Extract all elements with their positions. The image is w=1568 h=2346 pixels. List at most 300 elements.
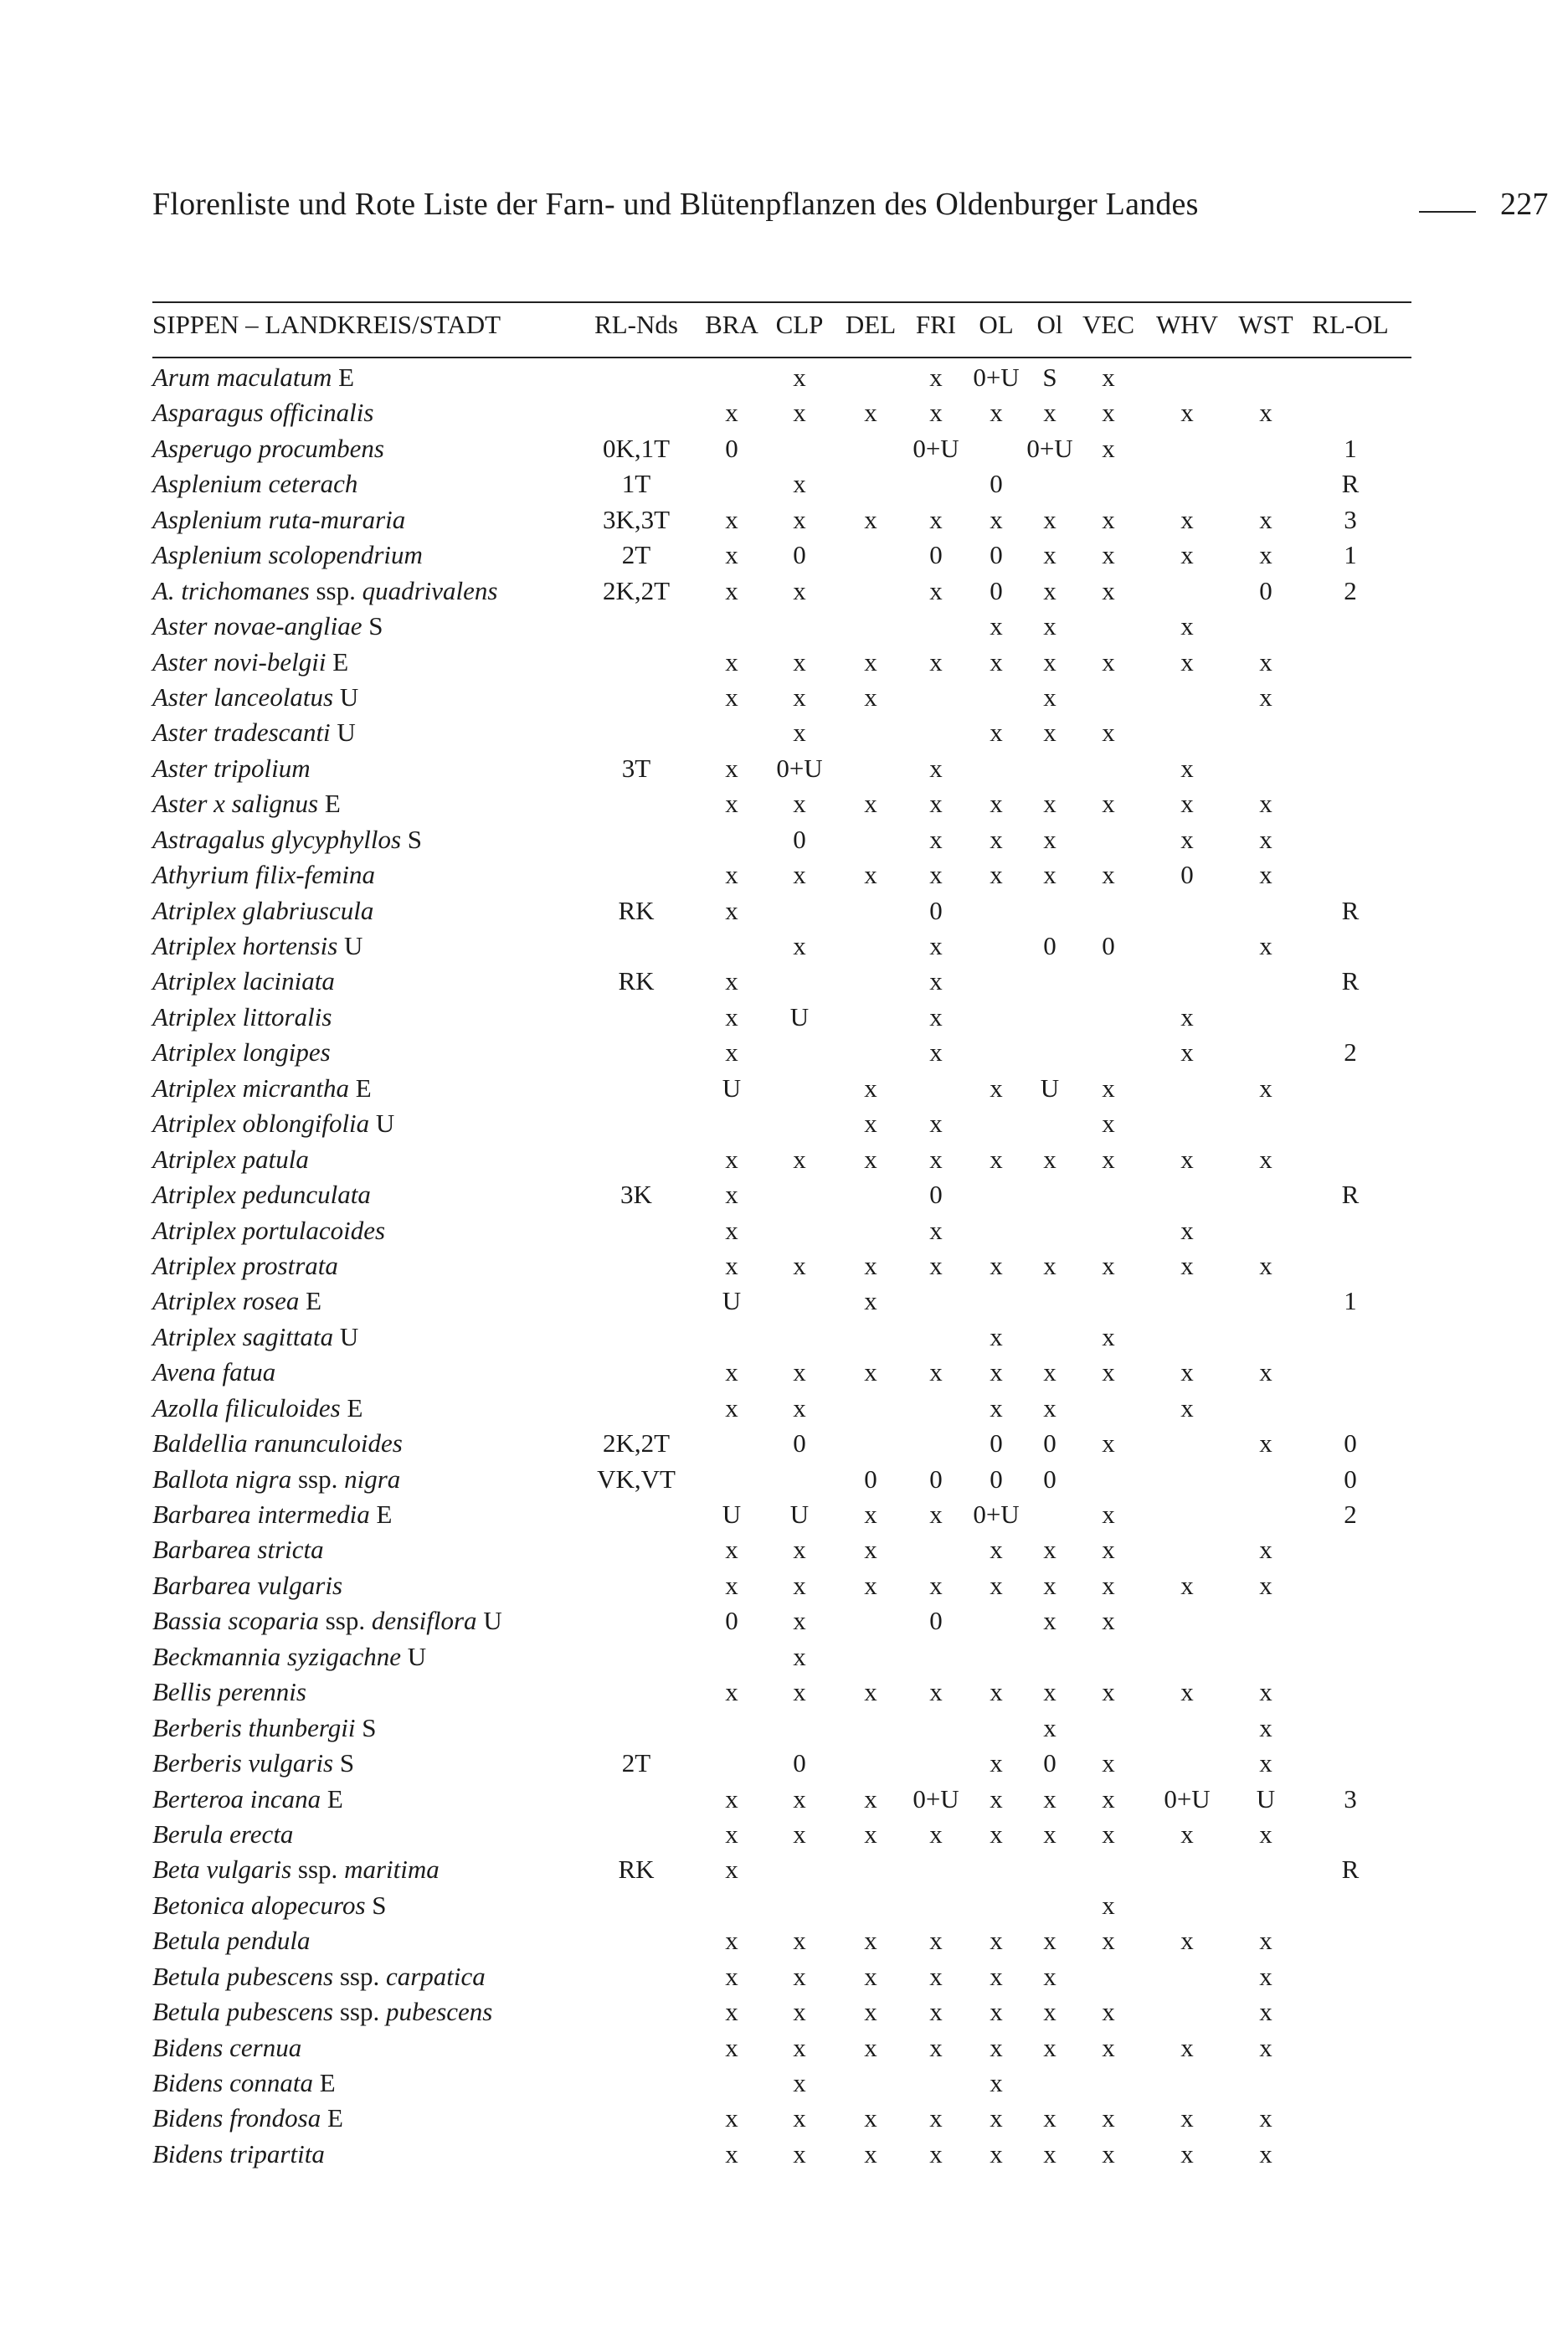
cell-del: x: [864, 1250, 877, 1280]
cell-wst: x: [1259, 1428, 1272, 1459]
cell-bra: x: [725, 2103, 738, 2133]
col-header-sippen: SIPPEN – LANDKREIS/STADT: [152, 310, 501, 339]
species-taxon: Asplenium ceterach: [152, 469, 358, 499]
cell-ol2: x: [1043, 540, 1056, 570]
cell-rl-nds: 2T: [621, 540, 651, 570]
species-name: [152, 1071, 372, 1106]
cell-rl-nds: 3K: [620, 1180, 652, 1210]
species-taxon: Beta vulgaris: [152, 1855, 292, 1885]
species-taxon: Aster novi-belgii: [152, 646, 326, 677]
table-row: [0, 893, 1568, 929]
cell-clp: x: [793, 646, 806, 677]
cell-bra: x: [725, 1819, 738, 1849]
species-name: [152, 574, 497, 609]
status-code: E: [313, 2068, 336, 2097]
cell-clp: x: [793, 860, 806, 890]
species-name: [152, 2030, 301, 2066]
table-row: [0, 2101, 1568, 2136]
cell-vec: x: [1102, 1428, 1115, 1459]
species-taxon: Berula erecta: [152, 1819, 294, 1849]
cell-whv: x: [1180, 1001, 1194, 1032]
cell-whv: x: [1180, 2138, 1194, 2169]
col-header-bra: BRA: [705, 310, 758, 339]
cell-whv: x: [1180, 504, 1194, 534]
cell-fri: x: [929, 398, 943, 428]
status-code: E: [369, 1500, 393, 1529]
species-name: [152, 715, 356, 750]
cell-ol: x: [990, 2032, 1003, 2062]
table-row: [0, 1497, 1568, 1532]
table-row: [0, 2066, 1568, 2101]
cell-fri: x: [929, 2138, 943, 2169]
cell-clp: x: [793, 1250, 806, 1280]
cell-whv: x: [1180, 2032, 1194, 2062]
table-row: [0, 1320, 1568, 1355]
cell-bra: U: [722, 1073, 742, 1103]
cell-fri: x: [929, 824, 943, 854]
status-code: E: [340, 1392, 363, 1423]
cell-fri: x: [929, 789, 943, 819]
cell-rl-ol: 0: [1344, 1428, 1357, 1459]
cell-vec: x: [1102, 1926, 1115, 1956]
cell-wst: x: [1259, 1819, 1272, 1849]
cell-whv: x: [1180, 824, 1194, 854]
rank-marker: ssp.: [291, 1855, 345, 1885]
cell-whv: x: [1180, 1392, 1194, 1423]
table-row: [0, 1213, 1568, 1248]
cell-del: x: [864, 1961, 877, 1991]
cell-rl-nds: 3K,3T: [602, 504, 671, 534]
cell-vec: x: [1102, 1570, 1115, 1600]
table-row: [0, 1248, 1568, 1284]
species-name: [152, 1426, 403, 1461]
species-name: [152, 1532, 324, 1567]
cell-bra: x: [725, 2138, 738, 2169]
cell-del: x: [864, 1819, 877, 1849]
cell-bra: x: [725, 1392, 738, 1423]
species-name: [152, 1639, 426, 1675]
cell-bra: x: [725, 1677, 738, 1707]
cell-del: x: [864, 646, 877, 677]
cell-ol2: x: [1043, 1606, 1056, 1636]
cell-ol2: x: [1043, 1783, 1056, 1814]
cell-vec: x: [1102, 1500, 1115, 1529]
cell-del: 0: [864, 1464, 877, 1494]
cell-rl-ol: R: [1341, 895, 1360, 925]
table-row: [0, 680, 1568, 715]
table-row: [0, 1177, 1568, 1212]
cell-bra: x: [725, 1357, 738, 1387]
species-taxon: Bidens cernua: [152, 2032, 302, 2062]
cell-clp: x: [793, 2032, 806, 2062]
cell-del: x: [864, 1535, 877, 1565]
species-taxon: Bassia scoparia: [152, 1606, 319, 1636]
cell-wst: x: [1259, 540, 1272, 570]
col-header-wst: WST: [1238, 310, 1293, 339]
species-name: [152, 1213, 385, 1248]
table-row: [0, 1888, 1568, 1923]
cell-clp: x: [793, 789, 806, 819]
cell-ol: 0: [990, 1428, 1003, 1459]
species-name: [152, 1923, 311, 1958]
cell-wst: x: [1259, 1997, 1272, 2027]
cell-ol: x: [990, 646, 1003, 677]
cell-wst: x: [1259, 1073, 1272, 1103]
cell-bra: x: [725, 1535, 738, 1565]
infraspecific-epithet: maritima: [344, 1855, 440, 1885]
cell-bra: x: [725, 682, 738, 712]
species-name: [152, 929, 362, 964]
status-code: E: [332, 363, 355, 392]
cell-fri: x: [929, 1926, 943, 1956]
cell-bra: 0: [725, 433, 738, 463]
species-taxon: Betula pubescens: [152, 1997, 334, 2027]
table-row: [0, 466, 1568, 502]
cell-wst: x: [1259, 398, 1272, 428]
cell-whv: 0+U: [1164, 1783, 1211, 1814]
cell-whv: x: [1180, 611, 1194, 641]
cell-whv: x: [1180, 1144, 1194, 1174]
cell-vec: x: [1102, 2138, 1115, 2169]
cell-ol: x: [990, 2138, 1003, 2169]
cell-bra: x: [725, 966, 738, 996]
cell-clp: x: [793, 363, 806, 392]
cell-fri: 0+U: [913, 433, 959, 463]
cell-clp: x: [793, 1570, 806, 1600]
cell-ol: x: [990, 1819, 1003, 1849]
cell-vec: x: [1102, 718, 1115, 748]
cell-clp: x: [793, 1926, 806, 1956]
cell-del: x: [864, 1109, 877, 1139]
cell-ol: x: [990, 1783, 1003, 1814]
col-header-rl-nds: RL-Nds: [594, 310, 678, 339]
cell-rl-nds: 2K,2T: [602, 1428, 671, 1459]
species-taxon: Barbarea vulgaris: [152, 1570, 343, 1600]
species-taxon: Atriplex micrantha: [152, 1073, 350, 1103]
cell-ol: 0: [990, 575, 1003, 605]
cell-wst: x: [1259, 789, 1272, 819]
species-taxon: Atriplex glabriuscula: [152, 895, 374, 925]
table-row: [0, 1106, 1568, 1141]
status-code: S: [365, 1890, 387, 1920]
species-name: [152, 395, 373, 430]
table-row: [0, 645, 1568, 680]
cell-del: x: [864, 1997, 877, 2027]
species-taxon: Berteroa incana: [152, 1783, 321, 1814]
cell-bra: x: [725, 1997, 738, 2027]
cell-ol: x: [990, 611, 1003, 641]
cell-vec: x: [1102, 1783, 1115, 1814]
col-header-del: DEL: [845, 310, 897, 339]
cell-fri: x: [929, 575, 943, 605]
cell-vec: x: [1102, 433, 1115, 463]
cell-bra: x: [725, 504, 738, 534]
species-name: [152, 1817, 293, 1852]
table-header-rule: [152, 357, 1411, 358]
table-row: [0, 1071, 1568, 1106]
cell-ol2: S: [1042, 363, 1057, 392]
cell-vec: x: [1102, 363, 1115, 392]
cell-whv: x: [1180, 1357, 1194, 1387]
status-code: U: [333, 682, 359, 712]
cell-rl-ol: 1: [1344, 433, 1357, 463]
status-code: U: [400, 1641, 427, 1671]
species-name: [152, 360, 354, 395]
cell-whv: x: [1180, 1570, 1194, 1600]
species-name: [152, 1320, 358, 1355]
species-name: [152, 1284, 321, 1319]
species-name: [152, 1000, 332, 1035]
rank-marker: ssp.: [291, 1464, 345, 1494]
table-row: [0, 715, 1568, 750]
cell-ol2: x: [1043, 1819, 1056, 1849]
species-name: [152, 1497, 392, 1532]
cell-bra: x: [725, 1215, 738, 1245]
cell-wst: x: [1259, 1144, 1272, 1174]
cell-fri: x: [929, 1570, 943, 1600]
cell-whv: x: [1180, 398, 1194, 428]
cell-rl-ol: 2: [1344, 1500, 1357, 1529]
cell-clp: x: [793, 398, 806, 428]
cell-fri: 0: [929, 1464, 943, 1494]
species-name: [152, 680, 358, 715]
species-name: [152, 1888, 387, 1923]
cell-bra: x: [725, 753, 738, 783]
species-name: [152, 786, 341, 821]
species-taxon: Atriplex patula: [152, 1144, 309, 1174]
species-name: [152, 1248, 338, 1284]
cell-clp: x: [793, 1783, 806, 1814]
cell-del: x: [864, 1500, 877, 1529]
cell-ol2: 0: [1043, 1464, 1056, 1494]
cell-fri: x: [929, 1001, 943, 1032]
species-taxon: Atriplex portulacoides: [152, 1215, 386, 1245]
cell-ol: x: [990, 1926, 1003, 1956]
cell-bra: x: [725, 1250, 738, 1280]
table-row: [0, 2030, 1568, 2066]
cell-vec: x: [1102, 504, 1115, 534]
status-code: S: [355, 1712, 377, 1742]
cell-ol2: x: [1043, 1357, 1056, 1387]
cell-del: x: [864, 504, 877, 534]
cell-ol2: x: [1043, 2032, 1056, 2062]
cell-ol2: x: [1043, 611, 1056, 641]
species-taxon: Asplenium scolopendrium: [152, 540, 423, 570]
cell-clp: x: [793, 1677, 806, 1707]
cell-wst: x: [1259, 646, 1272, 677]
cell-bra: U: [722, 1286, 742, 1316]
table-row: [0, 1284, 1568, 1319]
species-name: [152, 857, 375, 893]
cell-whv: x: [1180, 789, 1194, 819]
cell-bra: x: [725, 1961, 738, 1991]
cell-vec: x: [1102, 1109, 1115, 1139]
table-header: [0, 310, 1568, 352]
cell-whv: x: [1180, 1819, 1194, 1849]
table-row: [0, 1603, 1568, 1639]
rank-marker: ssp.: [318, 1606, 372, 1636]
cell-ol2: x: [1043, 1677, 1056, 1707]
cell-ol: x: [990, 1961, 1003, 1991]
table-row: [0, 1817, 1568, 1852]
cell-wst: x: [1259, 860, 1272, 890]
species-name: [152, 964, 335, 999]
status-code: E: [318, 789, 341, 819]
species-taxon: Bidens connata: [152, 2068, 313, 2097]
table-row: [0, 1532, 1568, 1567]
cell-clp: x: [793, 504, 806, 534]
cell-fri: x: [929, 1109, 943, 1139]
cell-ol2: x: [1043, 504, 1056, 534]
cell-whv: x: [1180, 1215, 1194, 1245]
species-taxon: Barbarea intermedia: [152, 1500, 370, 1529]
cell-ol2: U: [1040, 1073, 1060, 1103]
cell-bra: x: [725, 646, 738, 677]
species-name: [152, 751, 311, 786]
cell-bra: x: [725, 540, 738, 570]
cell-bra: x: [725, 895, 738, 925]
cell-del: x: [864, 682, 877, 712]
cell-clp: x: [793, 469, 806, 499]
species-name: [152, 466, 357, 502]
species-name: [152, 1675, 306, 1710]
cell-bra: x: [725, 398, 738, 428]
cell-rl-ol: R: [1341, 966, 1360, 996]
running-title: Florenliste und Rote Liste der Farn- und Blütenpflanzen des Oldenburger Landes: [152, 187, 1199, 222]
table-row: [0, 857, 1568, 893]
cell-bra: x: [725, 1783, 738, 1814]
table-row: [0, 395, 1568, 430]
cell-wst: x: [1259, 682, 1272, 712]
cell-ol2: 0: [1043, 1748, 1056, 1778]
species-taxon: Atriplex hortensis: [152, 931, 338, 960]
cell-ol: 0: [990, 540, 1003, 570]
cell-wst: x: [1259, 1250, 1272, 1280]
cell-rl-ol: R: [1341, 1855, 1360, 1885]
cell-ol2: 0+U: [1026, 433, 1073, 463]
species-taxon: Asperugo procumbens: [152, 433, 384, 463]
page-header: [152, 186, 1549, 236]
species-taxon: Atriplex rosea: [152, 1286, 300, 1316]
cell-bra: 0: [725, 1606, 738, 1636]
cell-clp: x: [793, 718, 806, 748]
species-taxon: Berberis thunbergii: [152, 1712, 356, 1742]
cell-del: x: [864, 1357, 877, 1387]
cell-whv: x: [1180, 1926, 1194, 1956]
species-taxon: Arum maculatum: [152, 363, 332, 392]
table-row: [0, 360, 1568, 395]
cell-bra: x: [725, 1570, 738, 1600]
cell-ol: 0: [990, 1464, 1003, 1494]
header-dash: [1419, 211, 1476, 213]
cell-clp: x: [793, 2138, 806, 2169]
cell-ol: 0+U: [973, 1500, 1020, 1529]
cell-wst: x: [1259, 504, 1272, 534]
species-name: [152, 1035, 331, 1070]
species-taxon: Betula pendula: [152, 1926, 311, 1956]
cell-fri: x: [929, 1144, 943, 1174]
cell-rl-nds: 2T: [621, 1748, 651, 1778]
cell-vec: x: [1102, 2032, 1115, 2062]
cell-vec: x: [1102, 398, 1115, 428]
cell-clp: 0: [793, 824, 806, 854]
cell-fri: 0: [929, 540, 943, 570]
table-top-rule: [152, 301, 1411, 303]
infraspecific-epithet: nigra: [344, 1464, 401, 1494]
cell-bra: x: [725, 1144, 738, 1174]
rank-marker: ssp.: [309, 575, 362, 605]
cell-ol: x: [990, 718, 1003, 748]
status-code: U: [369, 1109, 395, 1139]
table-row: [0, 1426, 1568, 1461]
cell-wst: x: [1259, 2103, 1272, 2133]
table-row: [0, 574, 1568, 609]
cell-clp: x: [793, 1819, 806, 1849]
species-name: [152, 2066, 336, 2101]
species-taxon: Azolla filiculoides: [152, 1392, 341, 1423]
table-row: [0, 1782, 1568, 1817]
table-row: [0, 1639, 1568, 1675]
cell-rl-nds: 1T: [621, 469, 651, 499]
cell-ol2: x: [1043, 860, 1056, 890]
species-taxon: Atriplex longipes: [152, 1037, 331, 1068]
cell-fri: x: [929, 753, 943, 783]
species-taxon: Atriplex pedunculata: [152, 1180, 371, 1210]
cell-fri: 0: [929, 1606, 943, 1636]
cell-del: x: [864, 1286, 877, 1316]
species-taxon: Aster x salignus: [152, 789, 319, 819]
cell-ol: x: [990, 1250, 1003, 1280]
cell-vec: 0: [1102, 931, 1115, 960]
cell-fri: x: [929, 1819, 943, 1849]
species-name: [152, 1568, 342, 1603]
species-taxon: Betonica alopecuros: [152, 1890, 366, 1920]
cell-vec: x: [1102, 1890, 1115, 1920]
cell-rl-ol: 1: [1344, 540, 1357, 570]
col-header-whv: WHV: [1155, 310, 1219, 339]
cell-clp: U: [789, 1500, 810, 1529]
cell-rl-ol: 3: [1344, 504, 1357, 534]
cell-rl-ol: R: [1341, 469, 1360, 499]
table-row: [0, 1355, 1568, 1390]
cell-del: x: [864, 1783, 877, 1814]
cell-ol: x: [990, 1073, 1003, 1103]
cell-fri: x: [929, 1997, 943, 2027]
cell-vec: x: [1102, 1535, 1115, 1565]
cell-fri: x: [929, 966, 943, 996]
table-row: [0, 2137, 1568, 2172]
cell-rl-ol: 3: [1344, 1783, 1357, 1814]
table-row: [0, 1959, 1568, 1994]
table-row: [0, 751, 1568, 786]
cell-wst: U: [1256, 1783, 1276, 1814]
species-name: [152, 1746, 354, 1781]
species-taxon: Beckmannia syzigachne: [152, 1641, 401, 1671]
cell-clp: 0: [793, 540, 806, 570]
cell-rl-nds: 2K,2T: [602, 575, 671, 605]
cell-ol2: x: [1043, 2138, 1056, 2169]
cell-bra: x: [725, 1001, 738, 1032]
cell-clp: x: [793, 931, 806, 960]
cell-ol2: x: [1043, 1535, 1056, 1565]
cell-vec: x: [1102, 860, 1115, 890]
cell-del: x: [864, 1926, 877, 1956]
cell-del: x: [864, 860, 877, 890]
cell-vec: x: [1102, 1606, 1115, 1636]
cell-bra: x: [725, 2032, 738, 2062]
species-name: [152, 645, 348, 680]
cell-bra: x: [725, 1180, 738, 1210]
